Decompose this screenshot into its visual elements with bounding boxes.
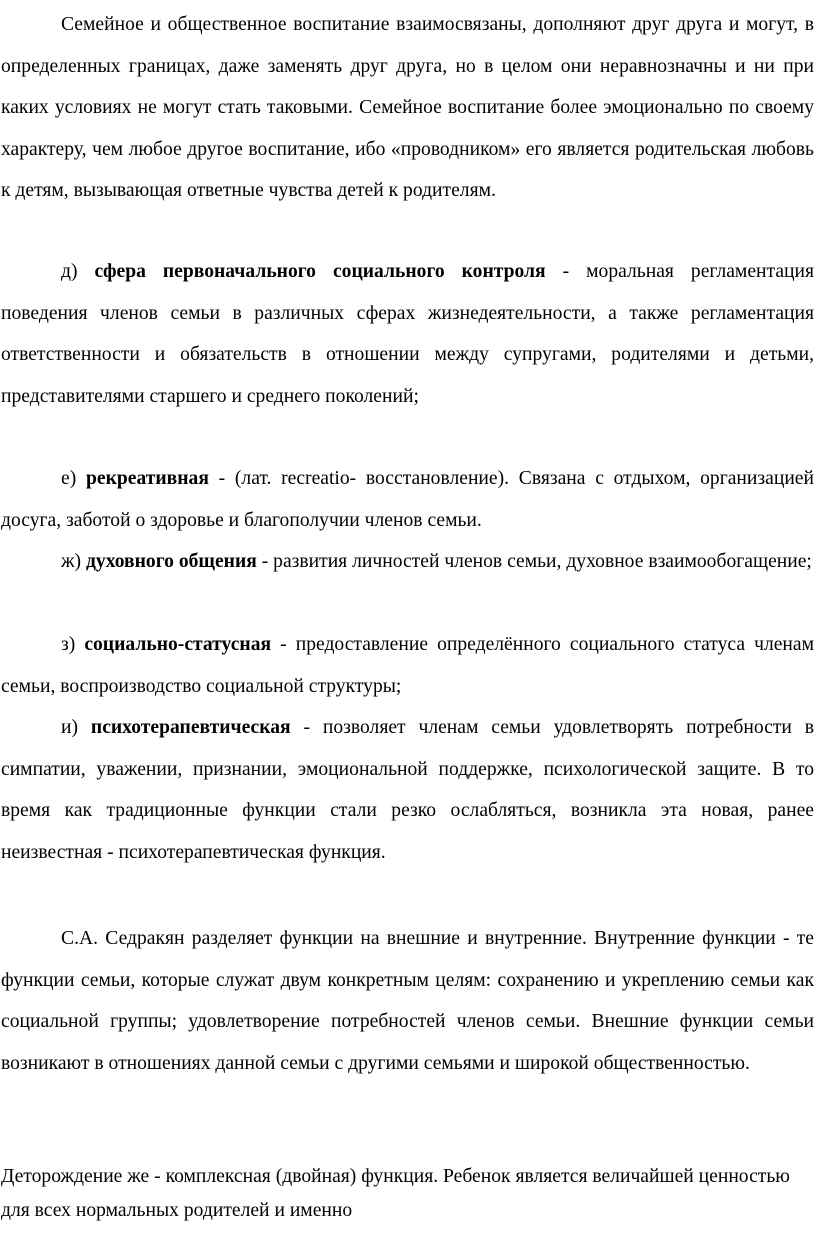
definition-text: - моральная регламентация поведения членов семьи в различных сферах жизнедеятельности, а также регламентация ответственности и обязательств в отношении между супругами, родителями и детьми, представителями старшего и среднего поколений; [1, 261, 814, 407]
list-marker: д) [61, 261, 78, 282]
term-spiritual-communication: духовного общения [85, 551, 257, 572]
paragraph-spiritual-communication [0, 541, 816, 583]
list-marker: ж) [61, 551, 82, 572]
term-recreative: рекреативная [85, 468, 209, 489]
paragraph-childbearing: Деторождение же - комплексная (двойная) функция. Ребенок является величайшей ценностью для всех нормальных родителей и именно [1, 1166, 790, 1221]
term-psychotherapeutic: психотерапевтическая [90, 717, 291, 738]
list-marker: з) [61, 634, 76, 655]
term-social-status: социально-статусная [84, 634, 272, 655]
paragraph-social-status [0, 624, 816, 707]
definition-text: - развития личностей членов семьи, духовное взаимообогащение; [256, 551, 812, 572]
paragraph-psychotherapeutic [0, 707, 816, 873]
definition-text: - позволяет членам семьи удовлетворять потребности в симпатии, уважении, признании, эмоциональной поддержке, психологической защите. В то время как традиционные функции стали резко ослабляться, возникла эта новая, ранее неизвестная - психотерапевтическая функция. [1, 717, 814, 863]
list-marker: и) [61, 717, 79, 738]
definition-text: - (лат. recreatio- восстановление). Связана с отдыхом, организацией досуга, заботой о здоровье и благополучии членов семьи. [1, 468, 814, 531]
paragraph-social-control [0, 251, 816, 417]
paragraph-family-upbringing: Семейное и общественное воспитание взаимосвязаны, дополняют друг друга и могут, в определенных границах, даже заменять друг друга, но в целом они неравнозначны и ни при каких условиях не могут стать таковыми. Семейное воспитание более эмоционально по своему характеру, чем любое другое воспитание, ибо «проводником» его является родительская любовь к детям, вызывающая ответные чувства детей к родителям. [1, 14, 814, 201]
paragraph-sedrakyan-functions: С.А. Седракян разделяет функции на внешние и внутренние. Внутренние функции - те функции семьи, которые служат двум конкретным целям: сохранению и укреплению семьи как социальной группы; удовлетворение потребностей членов семьи. Внешние функции семьи возникают в отношениях данной семьи с другими семьями и широкой общественностью. [1, 928, 814, 1074]
list-marker: е) [61, 468, 77, 489]
paragraph-recreative [0, 458, 816, 541]
definition-text: - предоставление определённого социального статуса членам семьи, воспроизводство социальной структуры; [1, 634, 814, 697]
term-social-control: сфера первоначального социального контроля [94, 261, 546, 282]
